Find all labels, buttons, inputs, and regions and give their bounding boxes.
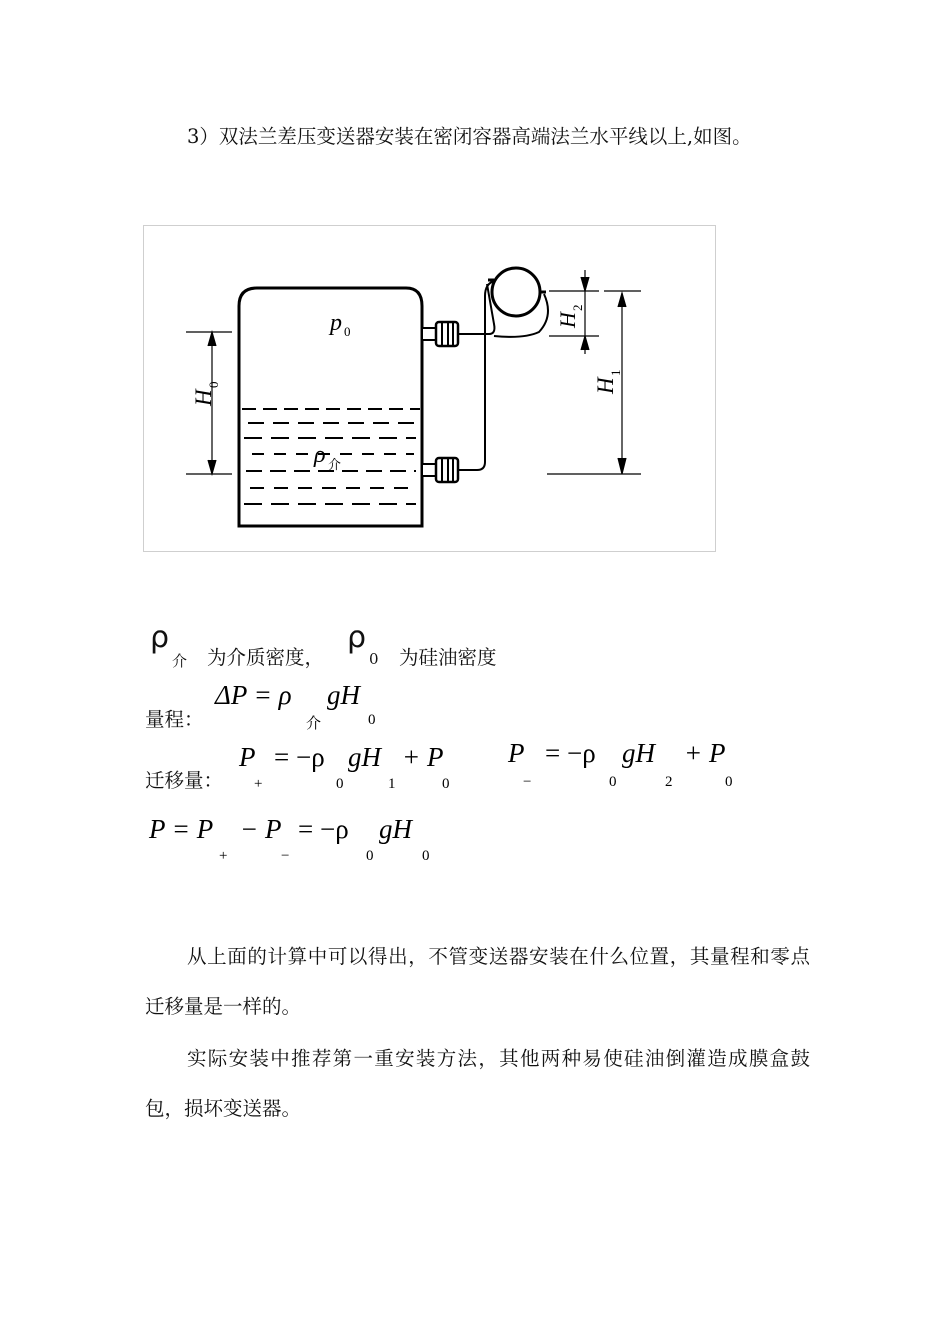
p-plus-rho-subscript: 0: [336, 776, 344, 792]
p-plus-equals: = −ρ: [274, 742, 325, 772]
intro-paragraph: 3）双法兰差压变送器安装在密闭容器高端法兰水平线以上,如图。: [187, 125, 752, 148]
p-plus-gh: gH: [348, 742, 381, 772]
range-gh: gH: [327, 680, 360, 710]
result-gh: gH: [379, 814, 412, 844]
rho-oil-subscript: 0: [369, 650, 379, 668]
p0-subscript: 0: [344, 324, 351, 339]
rho-medium-subscript: 介: [172, 652, 188, 670]
rho-oil-text: 为硅油密度: [399, 646, 497, 669]
p-plus-subscript: +: [254, 776, 263, 792]
rho-oil-symbol: ρ: [347, 620, 367, 655]
h0-subscript: 0: [206, 381, 221, 388]
result-minus-subscript: −: [281, 848, 290, 864]
p-plus-p-subscript: 0: [442, 776, 450, 792]
h1-label: H: [593, 377, 618, 394]
range-subscript-zero: 0: [368, 712, 376, 728]
p-plus-symbol: P: [239, 742, 256, 772]
p-minus-symbol: P: [508, 738, 525, 768]
p-minus-plus-p: + P: [684, 738, 726, 768]
h2-label: H: [555, 312, 580, 328]
tank-diagram-figure: [143, 225, 716, 552]
rho-medium-label: ρ: [314, 442, 326, 468]
rho-medium-text: 为介质密度，: [207, 646, 325, 669]
transmitter: [488, 268, 546, 316]
recommendation-paragraph: 实际安装中推荐第一重安装方法，其他两种易使硅油倒灌造成膜盒鼓包，损坏变送器。: [145, 1047, 810, 1120]
h0-label: H: [191, 389, 216, 406]
result-p-equals-p: P = P: [149, 814, 214, 844]
rho-medium-subscript: 介: [328, 457, 342, 472]
result-minus-p: − P: [240, 814, 282, 844]
h1-subscript: 1: [608, 369, 623, 376]
p-minus-h-subscript: 2: [665, 774, 673, 790]
p-minus-gh: gH: [622, 738, 655, 768]
p-minus-equals: = −ρ: [545, 738, 596, 768]
result-plus-subscript: +: [219, 848, 228, 864]
range-subscript-medium: 介: [306, 716, 322, 732]
range-delta-p: ΔP = ρ: [215, 680, 292, 710]
result-rho-subscript: 0: [366, 848, 374, 864]
migration-label: 迁移量：: [145, 769, 224, 792]
tank-diagram: [144, 226, 717, 553]
h2-dimension: [549, 270, 599, 354]
rho-medium-symbol: ρ: [150, 620, 170, 655]
upper-flange: [422, 322, 458, 346]
lower-flange: [422, 458, 458, 482]
p0-label: p: [330, 310, 342, 336]
p-minus-p-subscript: 0: [725, 774, 733, 790]
p-minus-subscript: −: [523, 774, 532, 790]
p-minus-rho-subscript: 0: [609, 774, 617, 790]
p-plus-h-subscript: 1: [388, 776, 396, 792]
result-equals: = −ρ: [298, 814, 349, 844]
range-label: 量程：: [145, 708, 204, 731]
conclusion-paragraph: 从上面的计算中可以得出，不管变送器安装在什么位置，其量程和零点迁移量是一样的。: [145, 945, 810, 1018]
p-plus-plus-p: + P: [402, 742, 444, 772]
result-h-subscript: 0: [422, 848, 430, 864]
h2-subscript: 2: [570, 304, 585, 311]
